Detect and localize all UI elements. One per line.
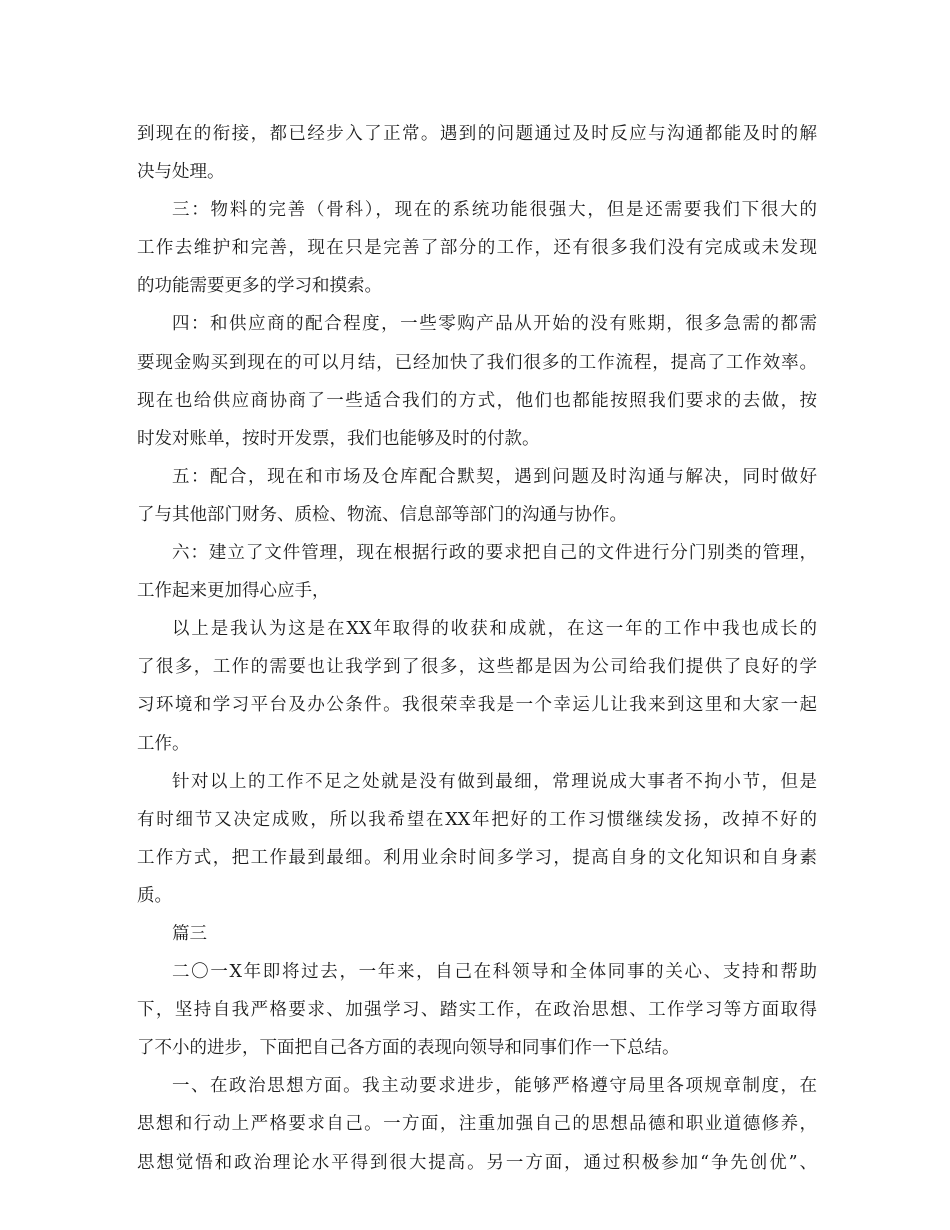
text-line: 六：建立了文件管理，现在根据行政的要求把自己的文件进行分门别类的管理， [172,543,817,564]
text-line: 工作。 [137,733,190,754]
text-line: 习环境和学习平台及办公条件。我很荣幸我是一个幸运儿让我来到这里和大家一起 [137,695,817,716]
text-line: 到现在的衔接，都已经步入了正常。遇到的问题通过及时反应与沟通都能及时的解 [137,124,817,144]
text-line: 有时细节又决定成败，所以我希望在XX年把好的工作习惯继续发扬，改掉不好的 [137,809,817,830]
text-line: 四：和供应商的配合程度，一些零购产品从开始的没有账期，很多急需的都需 [172,314,817,335]
text-line: 以上是我认为这是在XX年取得的收获和成就，在这一年的工作中我也成长的 [172,619,817,640]
text-line: 现在也给供应商协商了一些适合我们的方式，他们也都能按照我们要求的去做，按 [137,390,817,411]
text-line: 下，坚持自我严格要求、加强学习、踏实工作，在政治思想、工作学习等方面取得 [137,1000,817,1021]
text-line: 篇三 [172,923,207,944]
text-line: 针对以上的工作不足之处就是没有做到最细，常理说成大事者不拘小节，但是 [172,771,817,792]
text-line: 一、在政治思想方面。我主动要求进步，能够严格遵守局里各项规章制度，在 [172,1076,817,1097]
text-line: 思想和行动上严格要求自己。一方面，注重加强自己的思想品德和职业道德修养， [137,1114,817,1135]
text-line: 时发对账单，按时开发票，我们也能够及时的付款。 [137,428,540,449]
text-line: 了很多，工作的需要也让我学到了很多，这些都是因为公司给我们提供了良好的学 [137,657,817,678]
text-line: 工作去维护和完善，现在只是完善了部分的工作，还有很多我们没有完成或未发现 [137,238,817,259]
text-line: 要现金购买到现在的可以月结，已经加快了我们很多的工作流程，提高了工作效率。 [137,352,817,373]
text-line: 了不小的进步，下面把自己各方面的表现向领导和同事们作一下总结。 [137,1038,680,1059]
text-line: 工作起来更加得心应手， [137,581,330,602]
text-line: 三：物料的完善（骨科），现在的系统功能很强大，但是还需要我们下很大的 [172,200,817,221]
text-line: 二〇一X年即将过去，一年来，自己在科领导和全体同事的关心、支持和帮助 [172,962,817,983]
text-line: 了与其他部门财务、质检、物流、信息部等部门的沟通与协作。 [137,504,627,525]
text-line: 决与处理。 [137,162,225,183]
text-line: 的功能需要更多的学习和摸索。 [137,276,382,297]
text-line: 思想觉悟和政治理论水平得到很大提高。另一方面，通过积极参加“争先创优”、 [137,1152,817,1173]
text-line: 工作方式，把工作最到最细。利用业余时间多学习，提高自身的文化知识和自身素 [137,847,817,868]
text-line: 质。 [137,885,172,906]
document-body [137,115,817,1182]
text-line: 五：配合，现在和市场及仓库配合默契，遇到问题及时沟通与解决，同时做好 [172,466,817,487]
